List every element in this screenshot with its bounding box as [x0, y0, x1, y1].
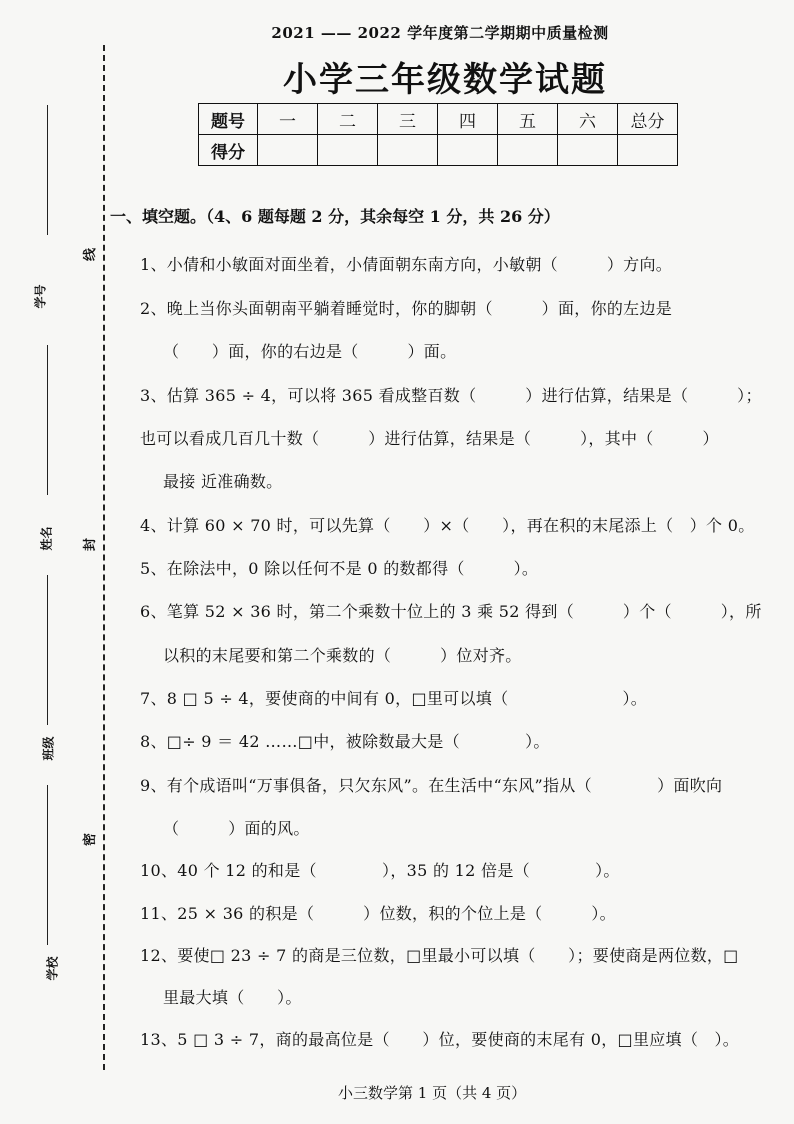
score-cell[interactable]: [378, 135, 438, 166]
question-line: 3、估算 365 ÷ 4，可以将 365 看成整百数（ ）进行估算，结果是（ ）；: [140, 386, 762, 405]
question-line: 以积的末尾要和第二个乘数的（ ）位对齐。: [163, 646, 522, 665]
question-line: 2、晚上当你头面朝南平躺着睡觉时，你的脚朝（ ）面，你的左边是: [140, 299, 673, 318]
score-row-label: 题号: [199, 104, 258, 135]
score-column-header: 四: [438, 104, 498, 135]
question-line: 8、□÷ 9 ＝ 42 ……□中，被除数最大是（ ）。: [140, 732, 550, 751]
student-id-line: [47, 105, 48, 235]
cut-line: [103, 45, 105, 1070]
cut-word-secret: 密: [83, 832, 99, 847]
page-footer: 小三数学第 1 页（共 4 页）: [338, 1084, 527, 1102]
question-line: 也可以看成几百几十数（ ）进行估算，结果是（ ），其中（ ）: [140, 429, 719, 448]
score-cell[interactable]: [438, 135, 498, 166]
question-line: 10、40 个 12 的和是（ ），35 的 12 倍是（ ）。: [140, 861, 620, 880]
section-title: 一、填空题。（4、6 题每题 2 分，其余每空 1 分，共 26 分）: [110, 207, 560, 226]
class-label: 班级: [41, 736, 56, 761]
name-line: [47, 345, 48, 495]
exam-title: 小学三年级数学试题: [283, 60, 607, 100]
question-line: 1、小倩和小敏面对面坐着，小倩面朝东南方向，小敏朝（ ）方向。: [140, 255, 673, 274]
cut-word-line: 线: [83, 247, 99, 262]
score-cell[interactable]: [318, 135, 378, 166]
score-cell[interactable]: [258, 135, 318, 166]
question-line: 11、25 × 36 的积是（ ）位数，积的个位上是（ ）。: [140, 904, 616, 923]
question-line: 7、8 □ 5 ÷ 4，要使商的中间有 0，□里可以填（ ）。: [140, 689, 648, 708]
exam-period: 2021 —— 2022 学年度第二学期期中质量检测: [271, 24, 609, 42]
question-line: 里最大填（ ）。: [163, 988, 302, 1007]
question-line: 5、在除法中，0 除以任何不是 0 的数都得（ ）。: [140, 559, 539, 578]
score-cell[interactable]: [618, 135, 678, 166]
score-cell[interactable]: [558, 135, 618, 166]
score-table-header-row: [199, 104, 678, 135]
score-column-header: 二: [318, 104, 378, 135]
class-line: [47, 575, 48, 725]
cut-word-seal: 封: [83, 537, 99, 552]
question-line: 9、有个成语叫“万事俱备，只欠东风”。在生活中“东风”指从（ ）面吹向: [140, 776, 723, 795]
question-line: 12、要使□ 23 ÷ 7 的商是三位数，□里最小可以填（ ）；要使商是两位数，□: [140, 946, 739, 965]
score-column-header: 三: [378, 104, 438, 135]
score-table-score-row: [199, 135, 678, 166]
school-line: [47, 785, 48, 945]
student-id-label: 学号: [33, 284, 48, 309]
name-label: 姓名: [39, 526, 54, 551]
score-cell[interactable]: [498, 135, 558, 166]
score-row-label: 得分: [199, 135, 258, 166]
question-line: 最接 近准确数。: [163, 472, 283, 491]
score-table: [198, 103, 678, 166]
question-line: （ ）面的风。: [163, 819, 310, 838]
score-column-header: 一: [258, 104, 318, 135]
question-line: 6、笔算 52 × 36 时，第二个乘数十位上的 3 乘 52 得到（ ）个（ ），所: [140, 602, 762, 621]
question-line: 13、5 □ 3 ÷ 7，商的最高位是（ ）位，要使商的末尾有 0，□里应填（ ）。: [140, 1030, 740, 1049]
school-label: 学校: [45, 956, 60, 981]
score-column-header: 总分: [618, 104, 678, 135]
question-line: （ ）面，你的右边是（ ）面。: [163, 342, 457, 361]
question-line: 4、计算 60 × 70 时，可以先算（ ）×（ ），再在积的末尾添上（ ）个 0。: [140, 516, 755, 535]
score-column-header: 六: [558, 104, 618, 135]
score-column-header: 五: [498, 104, 558, 135]
